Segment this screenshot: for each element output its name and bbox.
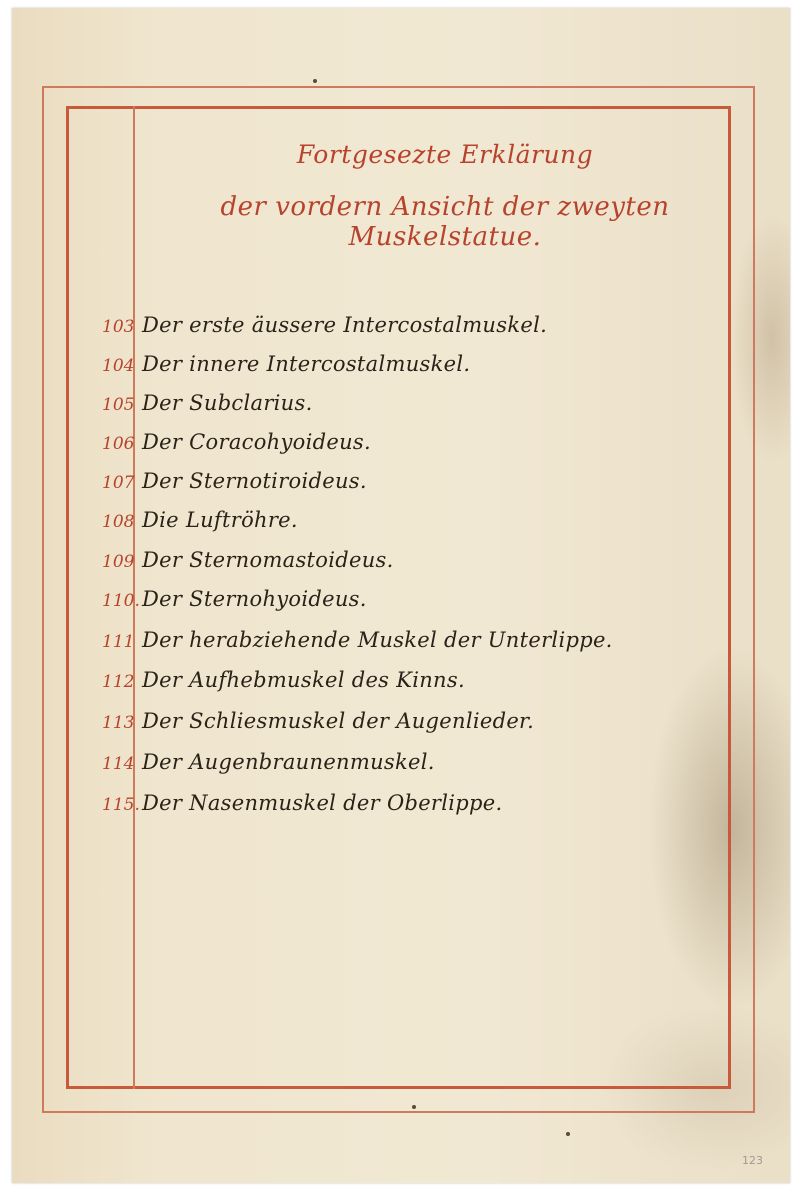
list-item [102, 352, 470, 386]
entry-text: Der Sternohyoideus. [142, 587, 367, 611]
list-item [102, 750, 435, 784]
entry-number: 105 [102, 395, 135, 415]
entry-number: 106 [102, 434, 135, 454]
entry-text: Der Subclarius. [142, 391, 313, 415]
entry-text: Der Sternotiroideus. [142, 469, 367, 493]
frame-outer-top [42, 86, 755, 88]
ink-speck [412, 1105, 416, 1109]
frame-inner-right [728, 106, 731, 1089]
list-item [102, 668, 465, 702]
entry-text: Die Luftröhre. [142, 508, 298, 532]
list-item [102, 313, 547, 347]
entry-text: Der innere Intercostalmuskel. [142, 352, 471, 376]
entry-number: 103 [102, 317, 135, 337]
list-item [102, 587, 367, 621]
entry-text: Der Augenbraunenmuskel. [142, 750, 435, 774]
frame-inner-top [66, 106, 731, 109]
page-title-line-1: Fortgesezte Erklärung [296, 140, 594, 169]
list-item [102, 548, 394, 582]
entry-text: Der Schliesmuskel der Augenlieder. [142, 709, 535, 733]
entry-number: 113 [102, 713, 135, 733]
list-item [102, 430, 371, 464]
list-item [102, 628, 613, 662]
list-item [102, 469, 367, 503]
list-item [102, 791, 503, 825]
list-item [102, 391, 313, 425]
entry-text: Der Aufhebmuskel des Kinns. [142, 668, 465, 692]
entry-number: 110. [102, 591, 140, 611]
ink-speck [566, 1132, 570, 1136]
entry-number: 108 [102, 512, 135, 532]
entry-text: Der Coracohyoideus. [142, 430, 371, 454]
page-title-line-2: der vordern Ansicht der zweyten Muskelstatue. [220, 192, 670, 252]
entry-number: 112 [102, 672, 135, 692]
entry-number: 115. [102, 795, 140, 815]
frame-inner-bottom [66, 1086, 731, 1089]
frame-outer-bottom [42, 1111, 755, 1113]
entry-number: 104 [102, 356, 135, 376]
entry-text: Der Nasenmuskel der Oberlippe. [142, 791, 503, 815]
entry-text: Der herabziehende Muskel der Unterlippe. [142, 628, 613, 652]
entry-number: 109 [102, 552, 135, 572]
list-item [102, 709, 534, 743]
frame-inner-left [66, 106, 69, 1089]
ink-speck [313, 79, 317, 83]
entry-text: Der erste äussere Intercostalmuskel. [142, 313, 548, 337]
list-item [102, 508, 298, 542]
entry-number: 114 [102, 754, 135, 774]
entry-number: 111 [102, 632, 135, 652]
frame-outer-left [42, 86, 44, 1113]
page-number: 123 [742, 1154, 763, 1167]
frame-outer-right [753, 86, 755, 1113]
entry-text: Der Sternomastoideus. [142, 548, 394, 572]
entry-number: 107 [102, 473, 135, 493]
